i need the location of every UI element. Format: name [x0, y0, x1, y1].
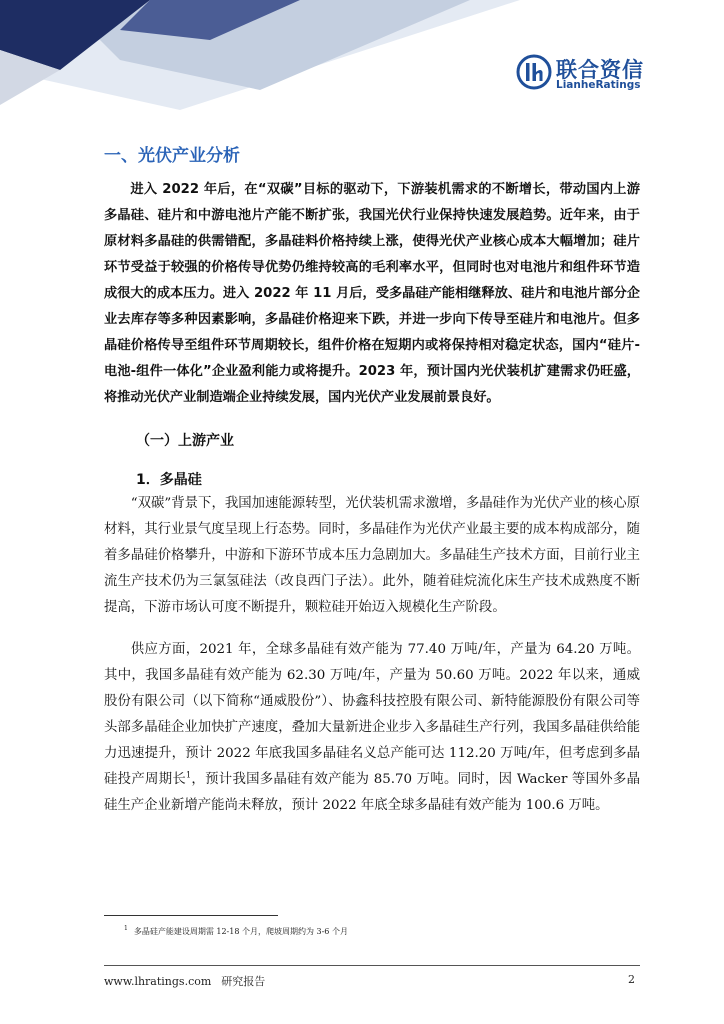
section-title: 一、光伏产业分析 [104, 146, 240, 166]
polysilicon-paragraph: “双碳”背景下，我国加速能源转型，光伏装机需求激增，多晶硅作为光伏产业的核心原材料，其行业景气度呈现上行态势。同时，多晶硅作为光伏产业最主要的成本构成部分，随着多晶硅价格攀升，中游和下游环节成本压力急剧加大。多晶硅生产技术方面，目前行业主流生产技术仍为三氯氢硅法（改良西门子法）。此外，随着硅烷流化床生产技术成熟度不断提高，下游市场认可度不断提升，颗粒硅开始迈入规模化生产阶段。 [104, 496, 640, 615]
logo-english-name: LianheRatings [556, 79, 641, 91]
footer-website-link[interactable]: www.lhratings.com [104, 975, 212, 988]
logo-chinese-name: 联合资信 [556, 58, 644, 82]
footnote-text: 多晶硅产能建设周期需 12-18 个月，爬坡周期约为 3-6 个月 [133, 927, 348, 936]
lianhe-logo [516, 54, 656, 94]
footnote-reference[interactable]: 1 [186, 770, 192, 780]
subsubsection-title: 1．多晶硅 [136, 472, 202, 488]
footnote-divider [104, 915, 278, 916]
subsection-title: （一）上游产业 [136, 433, 234, 449]
footer-doc-type: 研究报告 [221, 975, 266, 988]
intro-paragraph: 进入 2022 年后，在“双碳”目标的驱动下，下游装机需求的不断增长，带动国内上游多晶硅、硅片和中游电池片产能不断扩张，我国光伏行业保持快速发展趋势。近年来，由于原材料多晶硅的供需错配，多晶硅料价格持续上涨，使得光伏产业核心成本大幅增加；硅片环节受益于较强的价格传导优势仍维持较高的毛利率水平，但同时也对电池片和组件环节造成很大的成本压力。进入 2022 年 11 月后，受多晶硅产能相继释放、硅片和电池片部分企业去库存等多种因素影响，多晶硅价格迎来下跌，并进一步向下传导至硅片和电池片。但多晶硅价格传导至组件环节周期较长，组件价格在短期内或将保持相对稳定状态，国内“硅片-电池-组件一体化”企业盈利能力或将提升。2023 年，预计国内光伏装机扩建需求仍旺盛，将推动光伏产业制造端企业持续发展，国内光伏产业发展前景良好。 [104, 182, 640, 405]
footer-divider [104, 965, 640, 966]
header-decoration [0, 0, 520, 130]
page-number: 2 [628, 973, 635, 986]
footer-left [104, 973, 265, 989]
footnote [124, 926, 348, 937]
supply-paragraph [104, 637, 640, 819]
footnote-number: 1 [124, 925, 128, 933]
supply-paragraph-part-2: ，预计我国多晶硅有效产能为 85.70 万吨。同时，因 Wacker 等国外多晶硅生产企业新增产能尚未释放，预计 2022 年底全球多晶硅有效产能为 100.6 万吨。 [104, 772, 640, 813]
lianhe-logo-icon [516, 54, 552, 90]
supply-paragraph-part-1: 供应方面，2021 年，全球多晶硅有效产能为 77.40 万吨/年，产量为 64.20 万吨。其中，我国多晶硅有效产能为 62.30 万吨/年，产量为 50.60 万吨。2022 年以来，通威股份有限公司（以下简称“通威股份”）、协鑫科技控股有限公司、新特能源股份有限公司等头部多晶硅企业加快扩产速度，叠加大量新进企业步入多晶硅生产行列，我国多晶硅供给能力迅速提升，预计 2022 年底我国多晶硅名义总产能可达 112.20 万吨/年，但考虑到多晶硅投产周期长 [104, 642, 640, 787]
